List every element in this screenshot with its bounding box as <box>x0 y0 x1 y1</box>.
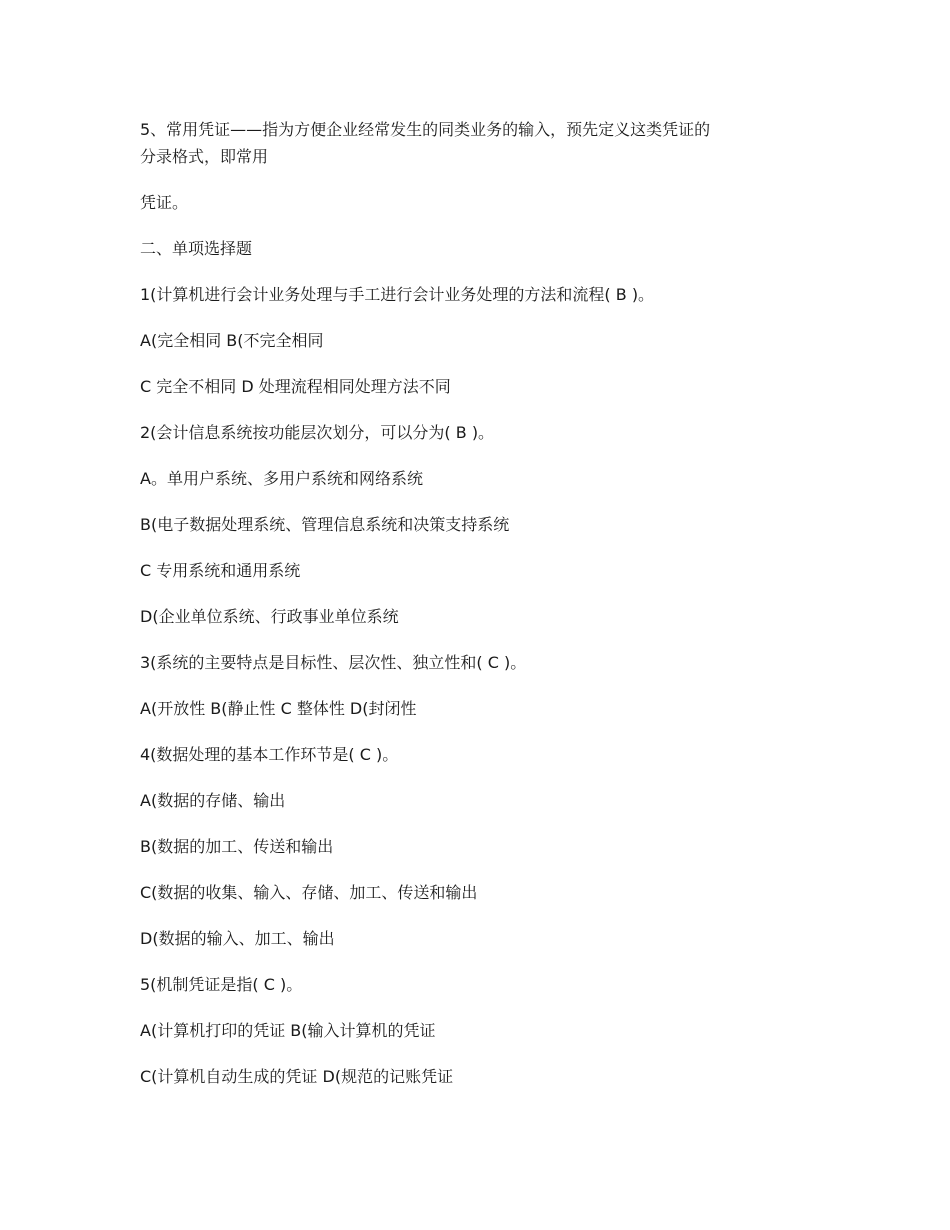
question-4-option-a: A(数据的存储、输出 <box>140 791 286 810</box>
question-1-options-ab: A(完全相同 B(不完全相同 <box>140 331 324 350</box>
question-4-option-b: B(数据的加工、传送和输出 <box>140 837 334 856</box>
question-3-options: A(开放性 B(静止性 C 整体性 D(封闭性 <box>140 699 417 718</box>
question-2-option-d: D(企业单位系统、行政事业单位系统 <box>140 607 399 626</box>
definition-5-line-2: 分录格式，即常用 <box>140 147 269 166</box>
question-3: 3(系统的主要特点是目标性、层次性、独立性和( C )。 <box>140 653 527 672</box>
question-1: 1(计算机进行会计业务处理与手工进行会计业务处理的方法和流程( B )。 <box>140 285 655 304</box>
question-2-option-c: C 专用系统和通用系统 <box>140 561 301 580</box>
question-2-option-b: B(电子数据处理系统、管理信息系统和决策支持系统 <box>140 515 510 534</box>
question-4: 4(数据处理的基本工作环节是( C )。 <box>140 745 399 764</box>
question-4-option-c: C(数据的收集、输入、存储、加工、传送和输出 <box>140 883 478 902</box>
question-1-options-cd: C 完全不相同 D 处理流程相同处理方法不同 <box>140 377 451 396</box>
definition-5-line-1: 5、常用凭证——指为方便企业经常发生的同类业务的输入，预先定义这类凭证的 <box>140 120 711 139</box>
question-5-options-cd: C(计算机自动生成的凭证 D(规范的记账凭证 <box>140 1067 454 1086</box>
question-5: 5(机制凭证是指( C )。 <box>140 975 303 994</box>
question-4-option-d: D(数据的输入、加工、输出 <box>140 929 335 948</box>
definition-5-line-3: 凭证。 <box>140 193 189 212</box>
question-2-option-a: A。单用户系统、多用户系统和网络系统 <box>140 469 423 488</box>
question-2: 2(会计信息系统按功能层次划分，可以分为( B )。 <box>140 423 495 442</box>
section-heading: 二、单项选择题 <box>140 239 253 258</box>
question-5-options-ab: A(计算机打印的凭证 B(输入计算机的凭证 <box>140 1021 436 1040</box>
